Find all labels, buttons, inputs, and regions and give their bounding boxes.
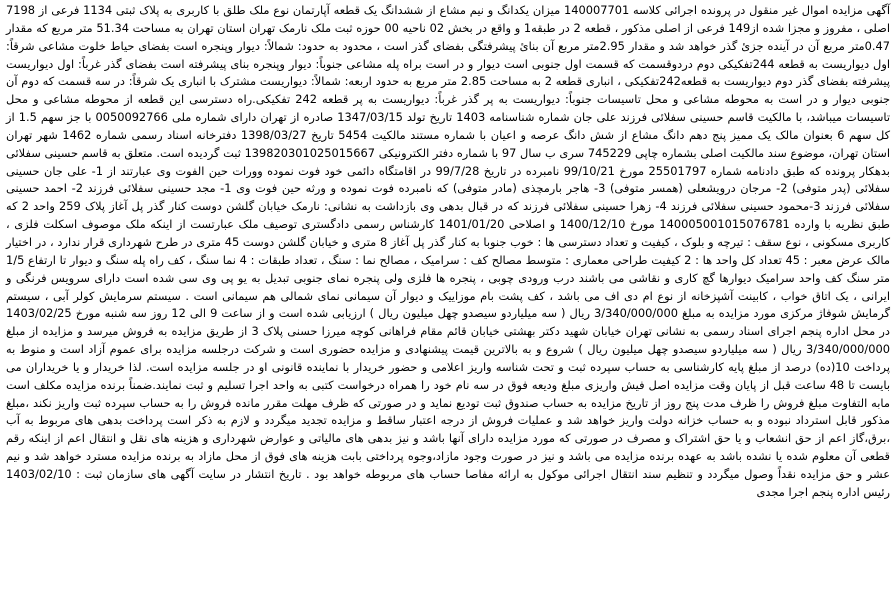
notice-body-text: آگهی مزایده اموال غیر منقول در پرونده اجرائی کلاسه 140007701 میزان یکدانگ و نیم مشاع از ششدانگ یک قطعه آپارتمان نوع ملک طلق با کاربری به پلاک ثبتی 1134 فرعی از 7198 اصلی ، مفروز و مجزا شده از149 فرعی از اصلی مذکور ، قطعه 2 در طبقه1 و واقع در بخش 02 ناحیه 00 حوزه ثبت ملک نارمک تهران استان تهران به مساحت 51.34 متر مربع که مقدار 0.47متر مربع آن در آینده جزئ گذر خواهد شد و مقدار 2.95متر مربع آن بنائ پیشرفتگی بفضای گذر است ، محدود به حدود: شمالاً: دیوار وپنجره است بفضای حیاط خلوت مشاعی شرقاً: اول دیواریست به قطعه 244تفکیکی دوم دردوقسمت که قسمت اول جنوبی است دیوار و در است براه پله مشاعی جنوباً: دیوار وپنجره بنای پیشرفته است بفضای گذر غرباً: اول دیواریست پیشرفته بفضای گذر دوم دیواریست به قطعه242تفکیکی ، انباری قطعه 2 به مساحت 2.85 متر مربع به حدود اربعه: شمالاً: دیواریست مشترک با انباری یک شرقاً: در سه قسمت که دوم آن جنوبی دیوار و در است به محوطه مشاعی و محل تاسیسات جنوباً: دیواریست به پر گذر غرباً: دیواریست به پر قطعه 242 تفکیکی.راه دسترسی این قطعه از محوطه مشاعی و محل تاسیسات میباشد، با مالکیت قاسم حسینی سفلائی فرزند علی جان شماره شناسنامه 1403 تاریخ تولد 1347/03/15 صادره از تهران دارای شماره ملی 0050092766 با جز سهم 1.5 از کل سهم 6 بعنوان مالک یک ممیز پنج دهم دانگ مشاع از شش دانگ عرصه و اعیان با شماره مستند مالکیت 5454 تاریخ 1398/03/27 دفترخانه اسناد رسمی شماره 1462 شهر تهران استان تهران، موضوع سند مالکیت اصلی بشماره چاپی 745229 سری ب سال 97 با شماره دفتر الکترونیکی 139820301025015667 ثبت گردیده است. متعلق به قاسم حسینی سفلائی بدهکار پرونده که طبق دادنامه شماره 25501797 مورخ 99/10/21 نامبرده در تاریخ 99/7/28 در اقامتگاه دائمی خود فوت نموده وورات حین الفوت وی عبارتند از 1- علی جان حسینی سفلائی (پدر متوفی) 2- مرجان درویشعلی (همسر متوفی) 3- هاجر بارمچذی (مادر متوفی) که نامبرده فوت نموده و ورثه حین فوت وی 1- مجد حسینی سفلائی فرزند 2- احمد حسینی سفلائی فرزند 3-محمود حسینی سفلائی فرزند 4- زهرا حسینی سفلائی فرزند که در قبال بدهی وی بازداشت به نشانی: نارمک خیابان گلشن دوست کنار گذر پل آغاز پلاک 259 واحد 2 که طبق نظریه با وارده 140005001015076781 مورخ 1400/12/10 و اصلاحی 1401/01/20 کارشناس رسمی دادگستری توصیف ملک عبارتست از اینکه ملک موصوف اسکلت فلزی ، کاربری مسکونی ، نوع سقف : تیرچه و بلوک ، کیفیت و تعداد دسترسی ها : خوب جنوبا به کنار گذر پل آغاز 8 متری و خیابان گلشن دوست 45 متری در طرح شهرداری قرار ندارد ، در اختیار مالک عرض معبر : 45 تعداد کل واحد ها : 2 کیفیت طراحی معماری : متوسط مصالح کف : سرامیک ، مصالح نما : سنگ ، تعداد طبقات : 4 نما سنگ ، کف راه پله سنگ و دیوار تا ارتفاع 1/5 متر سنگ کف واحد سرامیک دیوارها گچ کاری و نقاشی می باشند درب ورودی چوبی ، پنجره ها فلزی ولی پنجره نمای جنوبی تبدیل به یو پی وی سی شده است دارای سرویس فرنگی و ایرانی ، یک اتاق خواب ، کابینت آشپزخانه از نوع ام دی اف می باشد ، کف پشت بام موزاییک و دیوار آن سیمانی نمای شمالی هم سیمانی است . سیستم سرمایش کولر آبی ، سیستم گرمایش شوفاژ مرکزی مورد مزایده به مبلغ 3/340/000/000 ریال ( سه میلیاردو سیصدو چهل میلیون ریال ) ارزیابی شده است و از ساعت 9 الی 12 روز سه شنبه مورخ 1403/02/25 در محل اداره پنجم اجرای اسناد رسمی به نشانی تهران خیابان شهید دکتر بهشتی خیابان قائم مقام فراهانی کوچه میرزا حسنی پلاک 3 از طریق مزایده به فروش میرسد و مزایده از مبلغ 3/340/000/000 ریال ( سه میلیاردو سیصدو چهل میلیون ریال ) شروع و به بالاترین قیمت پیشنهادی و مزایده حضوری است و شرکت درجلسه مزایده برای عموم آزاد است و منوط به پرداخت 10(ده) درصد از مبلغ پایه کارشناسی به حساب سپرده ثبت و تحت شناسه واریز اعلامی و حضور خریدار با نماینده قانونی او در جلسه مزایده است. لذا خریدار و یا خریداران می بایست تا 48 ساعت قبل از پایان وقت مزایده اصل فیش واریزی مبلغ ودیعه فوق در سه نام خود را همراه درخواست کتبی به واحد اجرا تسلیم و ثبت نمایند.ضمناً برنده مزایده مکلف است مابه التفاوت مبلغ فروش را ظرف مدت پنج روز از تاریخ مزایده به حساب صندوق ثبت تودیع نماید و در صورتی که ظرف مهلت مقرر مانده فروش را به حساب سپرده ثبت واریز نکند ،مبلغ مذکور قابل استرداد نبوده و به حساب خزانه دولت واریز خواهد شد و عملیات فروش از درجه اعتبار ساقط و مزایده تجدید میگردد و لازم به ذکر است پرداخت بدهی های مربوط به آب ،برق،گاز اعم از حق انشعاب و یا حق اشتراک و مصرف در صورتی که مورد مزایده دارای آنها باشد و نیز بدهی های مالیاتی و عوارض شهرداری و هزینه های نقل و انتقال اعم از اینکه رقم قطعی آن معلوم شده یا نشده باشد به عهده برنده مزایده می باشد و نیز در صورت وجود مازاد،وجوه پرداختی بابت هزینه های فوق از محل مازاد به برنده مزایده مسترد خواهد شد و نیم عشر و حق مزایده نقداً وصول میگردد و تنظیم سند انتقال اجرائی موکول به ارائه مفاصا حساب های مربوطه خواهد بود . تاریخ انتشار در سایت آگهی های سازمان ثبت : 1403/02/10 رئیس اداره پنجم اجرا مجدی [6,3,891,499]
